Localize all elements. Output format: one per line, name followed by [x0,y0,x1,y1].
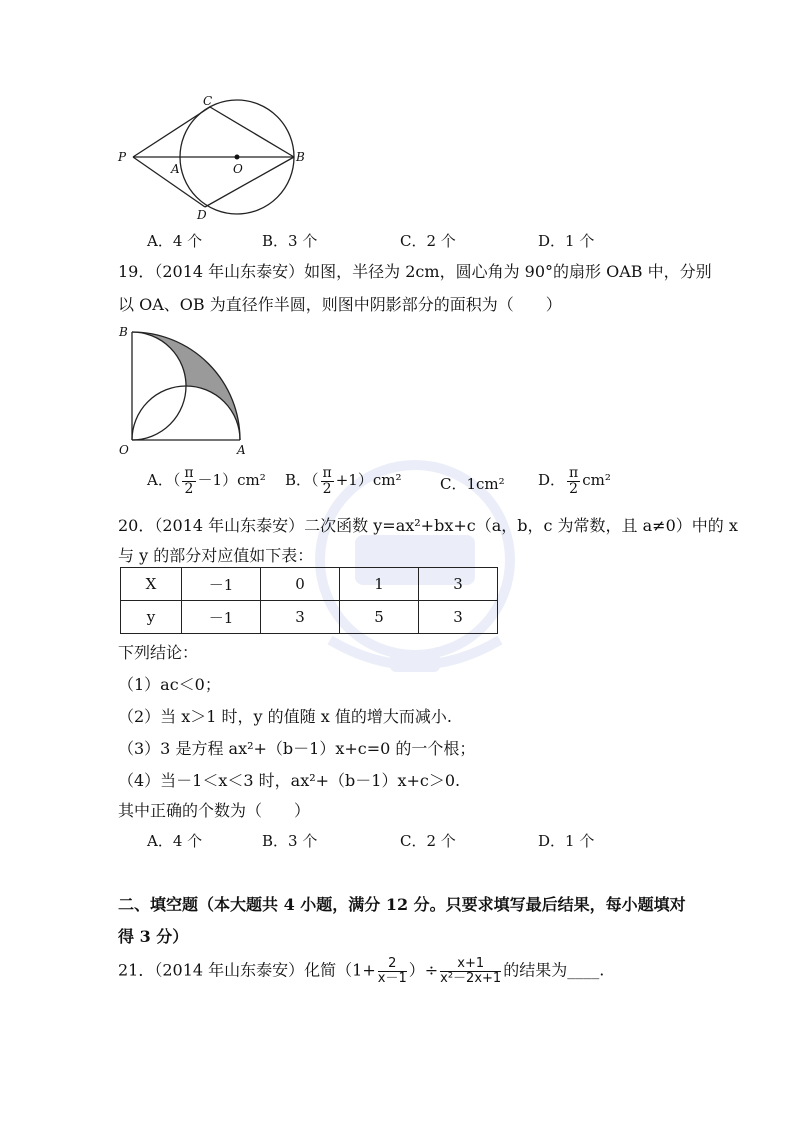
q21-fraction-2-numerator: x+1 [440,957,501,972]
q18-label-p: P [118,150,127,164]
section2-heading-line1: 二、填空题（本大题共 4 小题，满分 12 分。只要求填写最后结果，每小题填对 [118,895,686,914]
q21-fraction-1 [378,957,407,985]
q19-option-b-fraction [321,466,334,496]
q21-fraction-1-denominator: x－1 [377,970,407,986]
q19-option-d-fraction [567,466,580,496]
q20-conclusion-3: （3）3 是方程 ax²+（b－1）x+c=0 的一个根； [118,739,476,758]
q20-value-table [120,567,498,634]
q18-circle-figure [115,95,310,225]
q19-option-b-numerator: π [322,465,332,481]
q20-question-line2: 与 y 的部分对应值如下表： [118,546,314,565]
table-cell: －1 [182,568,261,601]
q18-option-a: A．4 个 [147,232,203,250]
q19-option-b [285,466,401,496]
q19-label-b: B [119,325,128,339]
q19-sector-figure [115,322,255,462]
q20-option-c: C．2 个 [400,832,456,850]
table-row [121,601,498,634]
table-row [121,568,498,601]
q20-conclusion-intro: 下列结论： [118,643,199,662]
q18-option-d: D．1 个 [538,232,595,250]
table-cell: －1 [182,601,261,634]
table-cell: 0 [261,568,340,601]
q21-fraction-2-denominator: x²－2x+1 [440,970,502,986]
q18-option-b: B．3 个 [262,232,318,250]
table-cell: 3 [419,601,498,634]
q21-middle: ）÷ [408,960,439,980]
q19-question-line2: 以 OA、OB 为直径作半圆，则图中阴影部分的面积为（ ） [118,295,562,314]
q21-prefix: 21．（2014 年山东泰安）化简（1+ [118,960,376,980]
q19-question-line1: 19．（2014 年山东泰安）如图，半径为 2cm，圆心角为 90°的扇形 OAB 中，分别 [118,262,712,281]
q19-label-a: A [237,443,246,457]
q20-conclusion-4: （4）当－1＜x＜3 时，ax²+（b－1）x+c＞0. [118,771,461,790]
q21-fraction-1-numerator: 2 [378,957,407,972]
q18-label-a: A [171,162,180,176]
q19-option-a-prefix: A．（ [147,471,181,490]
table-cell: 3 [261,601,340,634]
q18-label-d: D [197,208,207,222]
q20-option-b: B．3 个 [262,832,318,850]
q19-option-d-denominator: 2 [569,480,579,497]
table-cell: 5 [340,601,419,634]
q19-option-a-fraction [182,466,195,496]
q19-option-a-suffix: －1）cm² [197,471,266,490]
q20-question-line1: 20．（2014 年山东泰安）二次函数 y=ax²+bx+c（a，b，c 为常数，且 a≠0）中的 x [118,516,738,535]
q18-label-c: C [203,95,213,108]
q19-option-b-denominator: 2 [322,480,332,497]
q19-option-d-prefix: D． [538,471,566,490]
q19-label-o: O [119,443,129,457]
q20-conclusion-1: （1）ac＜0； [118,675,221,694]
q19-option-b-prefix: B．（ [285,471,319,490]
q20-option-a: A．4 个 [147,832,203,850]
q19-option-d-numerator: π [569,465,579,481]
q20-conclusion-2: （2）当 x＞1 时，y 的值随 x 值的增大而减小. [118,707,452,726]
q18-label-o: O [233,162,243,176]
table-cell: 1 [340,568,419,601]
q20-question: 其中正确的个数为（ ） [118,801,311,820]
q21-fraction-2 [440,957,501,985]
q21-question [118,957,604,985]
q19-option-b-suffix: +1）cm² [335,471,402,490]
table-cell: 3 [419,568,498,601]
q18-label-b: B [296,150,305,164]
q18-option-c: C．2 个 [400,232,456,250]
q19-option-a-numerator: π [184,465,194,481]
section2-heading-line2: 得 3 分） [118,927,189,946]
q19-option-a [147,466,266,496]
q19-option-d-suffix: cm² [582,471,611,490]
table-cell: X [121,568,182,601]
q19-option-c: C．1cm² [440,475,505,493]
table-cell: y [121,601,182,634]
q19-option-a-denominator: 2 [184,480,194,497]
q20-option-d: D．1 个 [538,832,595,850]
q19-option-d [538,466,611,496]
q21-suffix: 的结果为____. [503,960,605,980]
